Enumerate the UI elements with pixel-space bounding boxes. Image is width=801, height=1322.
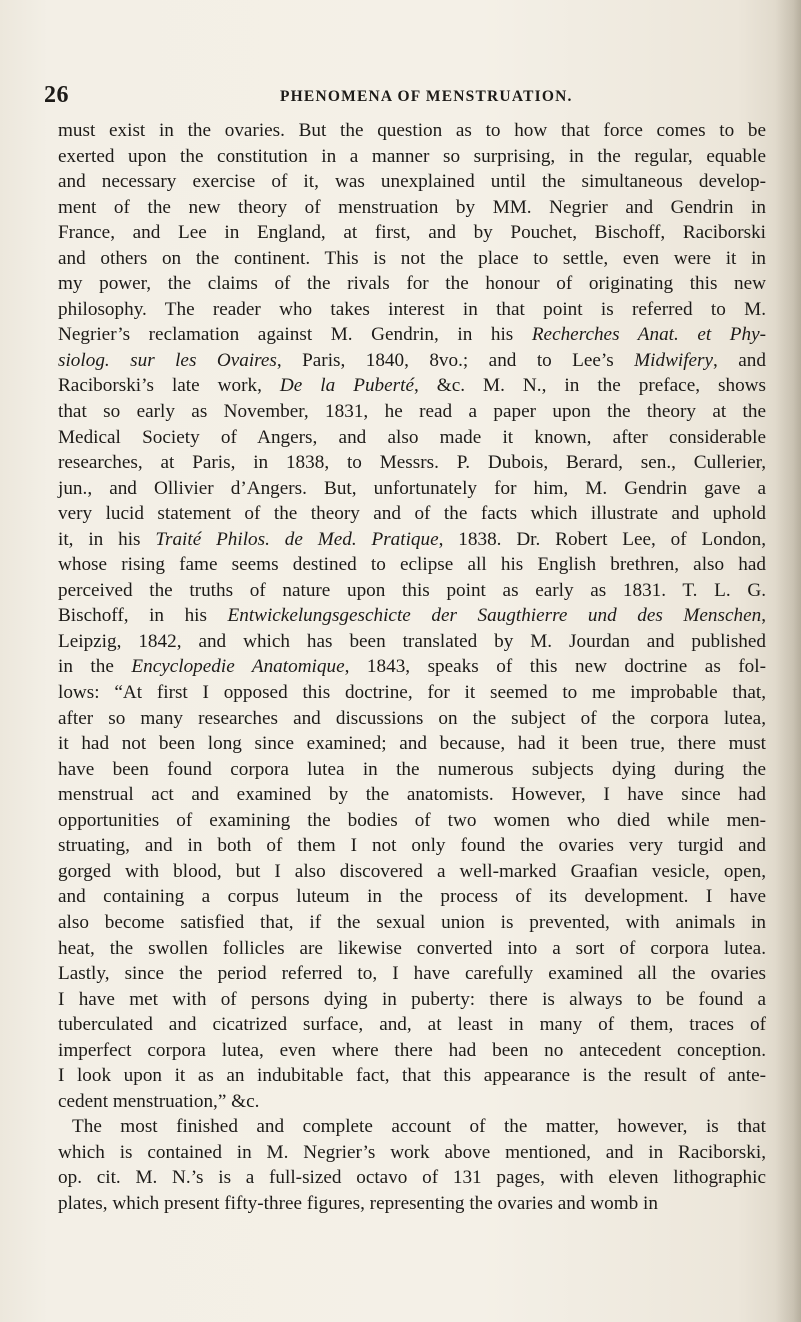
- text-line: [58, 527, 766, 553]
- text-segment: must exist in the ovaries. But the question as to how that force comes to be: [58, 120, 766, 141]
- text-segment: imperfect corpora lutea, even where there had been no antecedent conception.: [58, 1039, 766, 1061]
- text-line: [58, 833, 766, 859]
- text-segment: struating, and in both of them I not only found the ovaries very turgid and: [58, 835, 766, 857]
- text-line: [58, 322, 766, 348]
- text-line: [58, 578, 766, 604]
- text-segment: , Paris, 1840, 8vo.; and to Lee’s: [276, 349, 635, 371]
- text-line: [58, 1140, 766, 1166]
- text-segment: France, and Lee in England, at first, and by Pouchet, Bischoff, Raciborski: [58, 222, 766, 244]
- text-line: [58, 731, 766, 757]
- text-segment: it had not been long since examined; and because, had it been true, there must: [58, 733, 766, 755]
- text-line: [58, 936, 766, 962]
- text-line: [58, 757, 766, 783]
- text-line: [58, 603, 766, 629]
- text-segment: , and: [713, 349, 766, 371]
- text-line: [58, 987, 766, 1013]
- text-segment: , 1843, speaks of this new doctrine as fol-: [344, 656, 766, 678]
- text-line: [58, 297, 766, 323]
- text-segment: which is contained in M. Negrier’s work above mentioned, and in Raciborski,: [58, 1141, 766, 1163]
- text-segment: Negrier’s reclamation against M. Gendrin, in his: [58, 324, 532, 346]
- text-line: [58, 118, 766, 144]
- text-segment: gorged with blood, but I also discovered a well-marked Graafian vesicle, open,: [58, 860, 766, 882]
- text-line: [58, 450, 766, 476]
- italic-title-segment: Encyclopedie Anatomique: [131, 656, 345, 678]
- text-segment: Raciborski’s late work,: [58, 375, 280, 397]
- text-segment: lows: “At first I opposed this doctrine, for it seemed to me improbable that,: [58, 682, 766, 704]
- text-segment: Bischoff, in his: [58, 605, 228, 627]
- text-segment: heat, the swollen follicles are likewise converted into a sort of corpora lutea.: [58, 937, 766, 959]
- text-line: [58, 552, 766, 578]
- text-segment: exerted upon the constitution in a manner so surprising, in the regular, equable: [58, 145, 766, 167]
- text-segment: The most finished and complete account of the matter, however, is that: [72, 1116, 766, 1138]
- text-segment: menstrual act and examined by the anatomists. However, I have since had: [58, 784, 766, 806]
- text-line: [58, 859, 766, 885]
- italic-title-segment: Recherches Anat. et Phy-: [531, 324, 766, 346]
- text-segment: philosophy. The reader who takes interest in that point is referred to M.: [58, 298, 766, 320]
- running-head: PHENOMENA OF MENSTRUATION.: [280, 88, 573, 105]
- text-segment: and others on the continent. This is not the place to settle, even were it in: [58, 247, 766, 269]
- text-line: [58, 1191, 766, 1217]
- italic-title-segment: siolog. sur les Ovaires: [58, 349, 277, 371]
- text-line: [58, 271, 766, 297]
- text-line: [58, 961, 766, 987]
- text-line: [58, 680, 766, 706]
- italic-title-segment: Midwifery: [634, 349, 714, 371]
- text-segment: cedent menstruation,” &c.: [58, 1090, 260, 1112]
- text-line: [58, 399, 766, 425]
- text-segment: in the: [58, 656, 132, 678]
- text-line: [58, 629, 766, 655]
- text-segment: plates, which present fifty-three figures, representing the ovaries and womb in: [58, 1192, 658, 1214]
- text-line: [58, 476, 766, 502]
- text-line: [58, 144, 766, 170]
- text-line: [58, 1063, 766, 1089]
- text-segment: and necessary exercise of it, was unexplained until the simultaneous develop-: [58, 171, 766, 193]
- text-segment: Medical Society of Angers, and also made it known, after considerable: [58, 426, 766, 448]
- text-line: [58, 910, 766, 936]
- text-line: [58, 1114, 766, 1140]
- page-edge-shadow: [775, 0, 801, 1322]
- text-segment: , 1838. Dr. Robert Lee, of London,: [438, 528, 766, 550]
- text-line: [58, 169, 766, 195]
- text-line: [58, 808, 766, 834]
- text-line: [58, 1165, 766, 1191]
- text-line: [58, 195, 766, 221]
- text-line: [58, 1038, 766, 1064]
- italic-title-segment: Entwickelungsgeschicte der Saugthierre und des Menschen: [227, 605, 762, 627]
- text-segment: my power, the claims of the rivals for the honour of originating this new: [58, 273, 766, 295]
- text-segment: also become satisfied that, if the sexual union is prevented, with animals in: [58, 911, 766, 933]
- text-line: [58, 654, 766, 680]
- text-segment: jun., and Ollivier d’Angers. But, unfortunately for him, M. Gendrin gave a: [58, 477, 766, 499]
- text-line: [58, 884, 766, 910]
- text-segment: opportunities of examining the bodies of two women who died while men-: [58, 809, 766, 831]
- text-line: [58, 501, 766, 527]
- text-segment: op. cit. M. N.’s is a full-sized octavo of 131 pages, with eleven lithographic: [58, 1167, 766, 1189]
- text-segment: and containing a corpus luteum in the process of its development. I have: [58, 886, 766, 908]
- page-header: [44, 82, 764, 112]
- text-line: [58, 348, 766, 374]
- body-text: [58, 118, 766, 1217]
- page-number: 26: [44, 82, 69, 108]
- text-line: [58, 1012, 766, 1038]
- text-segment: perceived the truths of nature upon this point as early as 1831. T. L. G.: [58, 579, 766, 601]
- text-segment: Lastly, since the period referred to, I have carefully examined all the ovaries: [58, 963, 766, 985]
- text-line: [58, 246, 766, 272]
- text-segment: after so many researches and discussions on the subject of the corpora lutea,: [58, 707, 766, 729]
- text-segment: , &c. M. N., in the preface, shows: [413, 375, 767, 397]
- text-line: [58, 425, 766, 451]
- text-line: [58, 1089, 766, 1115]
- text-segment: I look upon it as an indubitable fact, that this appearance is the result of ante-: [58, 1065, 766, 1087]
- text-segment: tuberculated and cicatrized surface, and, at least in many of them, traces of: [58, 1014, 766, 1036]
- text-line: [58, 220, 766, 246]
- text-segment: that so early as November, 1831, he read a paper upon the theory at the: [58, 401, 766, 423]
- text-segment: I have met with of persons dying in puberty: there is always to be found a: [58, 988, 766, 1010]
- text-segment: researches, at Paris, in 1838, to Messrs. P. Dubois, Berard, sen., Cullerier,: [58, 452, 766, 474]
- text-segment: whose rising fame seems destined to eclipse all his English brethren, also had: [58, 554, 766, 576]
- text-segment: very lucid statement of the theory and of the facts which illustrate and uphold: [58, 503, 766, 525]
- text-segment: ,: [761, 605, 766, 627]
- italic-title-segment: De la Puberté: [279, 375, 414, 397]
- italic-title-segment: Traité Philos. de Med. Pratique: [155, 528, 439, 550]
- text-line: [58, 373, 766, 399]
- text-line: [58, 782, 766, 808]
- text-segment: ment of the new theory of menstruation by MM. Negrier and Gendrin in: [58, 196, 766, 218]
- text-segment: have been found corpora lutea in the numerous subjects dying during the: [58, 758, 766, 780]
- text-line: [58, 706, 766, 732]
- text-segment: Leipzig, 1842, and which has been translated by M. Jourdan and published: [58, 630, 766, 652]
- text-segment: it, in his: [58, 528, 156, 550]
